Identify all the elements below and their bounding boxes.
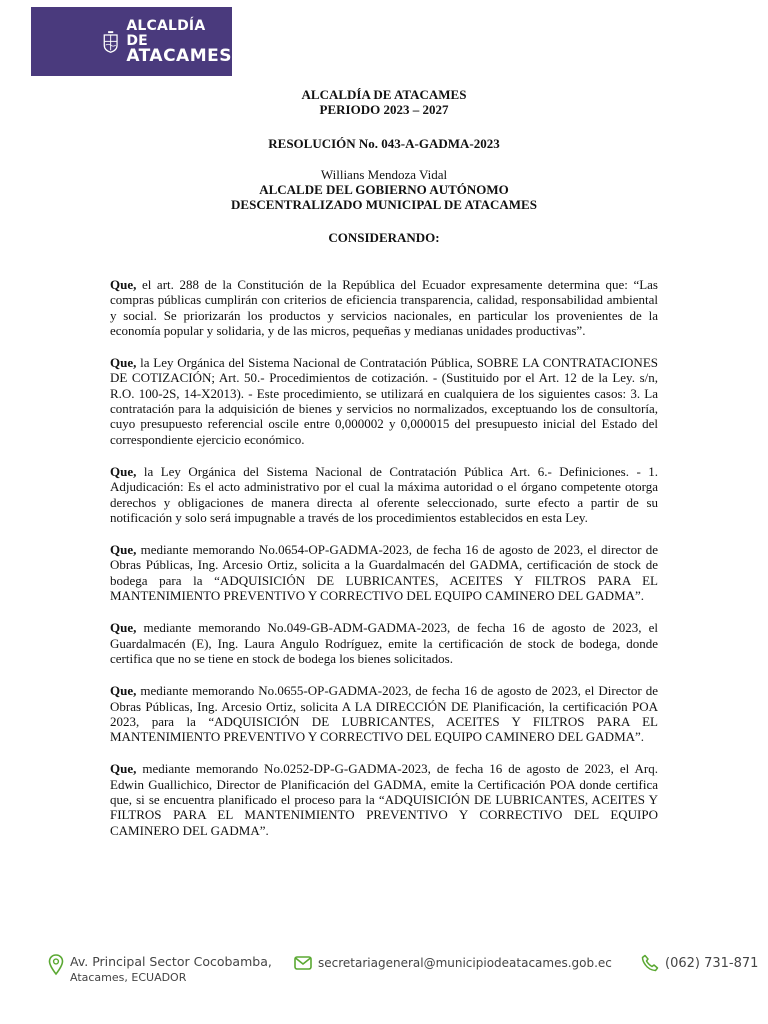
resolution-number: RESOLUCIÓN No. 043-A-GADMA-2023 — [268, 136, 500, 151]
mayor-role-line-1: ALCALDE DEL GOBIERNO AUTÓNOMO — [259, 182, 509, 197]
footer-phone — [641, 954, 758, 972]
paragraph-text: mediante memorando No.0655-OP-GADMA-2023, de fecha 16 de agosto de 2023, el Director de Obras Públicas, Ing. Arcesio Ortiz, solicita A LA DIRECCIÓN DE Planificación, la certificación POA 2023, para la “ADQUISICIÓN DE LUBRICANTES, ACEITES Y FILTROS PARA EL MANTENIMIENTO PREVENTIVO Y CORRECTIVO DEL EQUIPO CAMINERO DEL GADMA”. — [110, 683, 658, 745]
paragraph-6 — [110, 683, 658, 744]
email-link[interactable]: secretariageneral@municipiodeatacames.gob.ec — [318, 956, 612, 970]
paragraph-7 — [110, 761, 658, 837]
address-line-2: Atacames, ECUADOR — [70, 971, 187, 984]
paragraph-4 — [110, 542, 658, 603]
paragraph-lead: Que, — [110, 277, 137, 292]
paragraph-1 — [110, 277, 658, 338]
paragraph-text: el art. 288 de la Constitución de la República del Ecuador expresamente determina que: “Las compras públicas cumplirán con criterios de eficiencia transparencia, calidad, responsabilidad ambiental y social. Se priorizarán los productos y servicios nacionales, en particular los provenientes de la economía popular y solidaria, y de las micros, pequeñas y medianas unidades productivas”. — [110, 277, 658, 338]
paragraph-lead: Que, — [110, 355, 137, 371]
logo-line-1: ALCALDÍA DE — [126, 18, 206, 49]
considering-heading: CONSIDERANDO: — [328, 230, 440, 245]
logo-wordmark — [126, 19, 232, 64]
mayor-name: Willians Mendoza Vidal — [320, 167, 448, 182]
paragraph-lead: Que, — [110, 463, 137, 479]
footer-address — [48, 954, 272, 986]
paragraph-lead: Que, — [110, 761, 137, 777]
paragraph-text: mediante memorando No.0252-DP-G-GADMA-2023, de fecha 16 de agosto de 2023, el Arq. Edwin Guallichico, Director de Planificación del GADMA, emite la Certificación POA donde certifica que, si se encuentra planificado el proceso para la “ADQUISICIÓN DE LUBRICANTES, ACEITES Y FILTROS PARA EL MANTENIMIENTO PREVENTIVO Y CORRECTIVO DEL EQUIPO CAMINERO DEL GADMA”. — [110, 761, 658, 838]
paragraph-lead: Que, — [110, 542, 137, 558]
page-footer — [0, 950, 768, 990]
paragraph-text: la Ley Orgánica del Sistema Nacional de Contratación Pública Art. 6.- Definiciones. - 1. Adjudicación: Es el acto administrativo por el cual la máxima autoridad o el órgano competente otorga derechos y obligaciones de manera directa al oferente seleccionado, surte efecto a partir de su notificación y solo será impugnable a través de los procedimientos establecidos en esta Ley. — [110, 463, 658, 525]
period-title: PERIODO 2023 – 2027 — [319, 102, 449, 117]
paragraph-2 — [110, 355, 658, 447]
paragraph-5 — [110, 620, 658, 666]
shield-emblem-icon — [103, 25, 118, 59]
phone-number[interactable]: (062) 731-871 — [665, 955, 759, 971]
resolution-body — [110, 277, 658, 855]
mayor-role-line-2: DESCENTRALIZADO MUNICIPAL DE ATACAMES — [231, 197, 537, 212]
location-pin-icon — [48, 954, 64, 976]
paragraph-lead: Que, — [110, 620, 137, 636]
municipality-logo — [31, 7, 232, 76]
paragraph-text: mediante memorando No.0654-OP-GADMA-2023, de fecha 16 de agosto de 2023, el director de Obras Públicas, Ing. Arcesio Ortiz, solicita a la Guardalmacén del GADMA, certificación de stock de bodega para la “ADQUISICIÓN DE LUBRICANTES, ACEITES Y FILTROS PARA EL MANTENIMIENTO PREVENTIVO Y CORRECTIVO DEL EQUIPO CAMINERO DEL GADMA”. — [110, 542, 658, 604]
phone-icon — [641, 954, 659, 972]
paragraph-lead: Que, — [110, 683, 137, 699]
address-line-1: Av. Principal Sector Cocobamba, — [70, 954, 272, 969]
paragraph-3 — [110, 464, 658, 525]
logo-line-2: ATACAMES — [126, 46, 232, 66]
paragraph-text: la Ley Orgánica del Sistema Nacional de Contratación Pública, SOBRE LA CONTRATACIONES DE COTIZACIÓN; Art. 50.- Procedimientos de cotización. - (Sustituido por el Art. 12 de la Ley. s/n, R.O. 100-2S, 14-X2013). - Este procedimiento, se utilizará en cualquiera de los siguientes casos: 3. La contratación para la adquisición de bienes y servicios no normalizados, exceptuando los de consultoría, cuyo presupuesto referencial oscile entre 0,000002 y 0,000015 del presupuesto inicial del Estado del correspondiente ejercicio económico. — [110, 355, 658, 447]
envelope-icon — [294, 956, 312, 970]
org-title: ALCALDÍA DE ATACAMES — [301, 87, 467, 102]
footer-email — [294, 956, 612, 970]
paragraph-text: mediante memorando No.049-GB-ADM-GADMA-2023, de fecha 16 de agosto de 2023, el Guardalmacén (E), Ing. Laura Angulo Rodríguez, emite la certificación de stock de bodega, donde certifica que no se tiene en stock de bodega los bienes solicitados. — [110, 620, 658, 666]
